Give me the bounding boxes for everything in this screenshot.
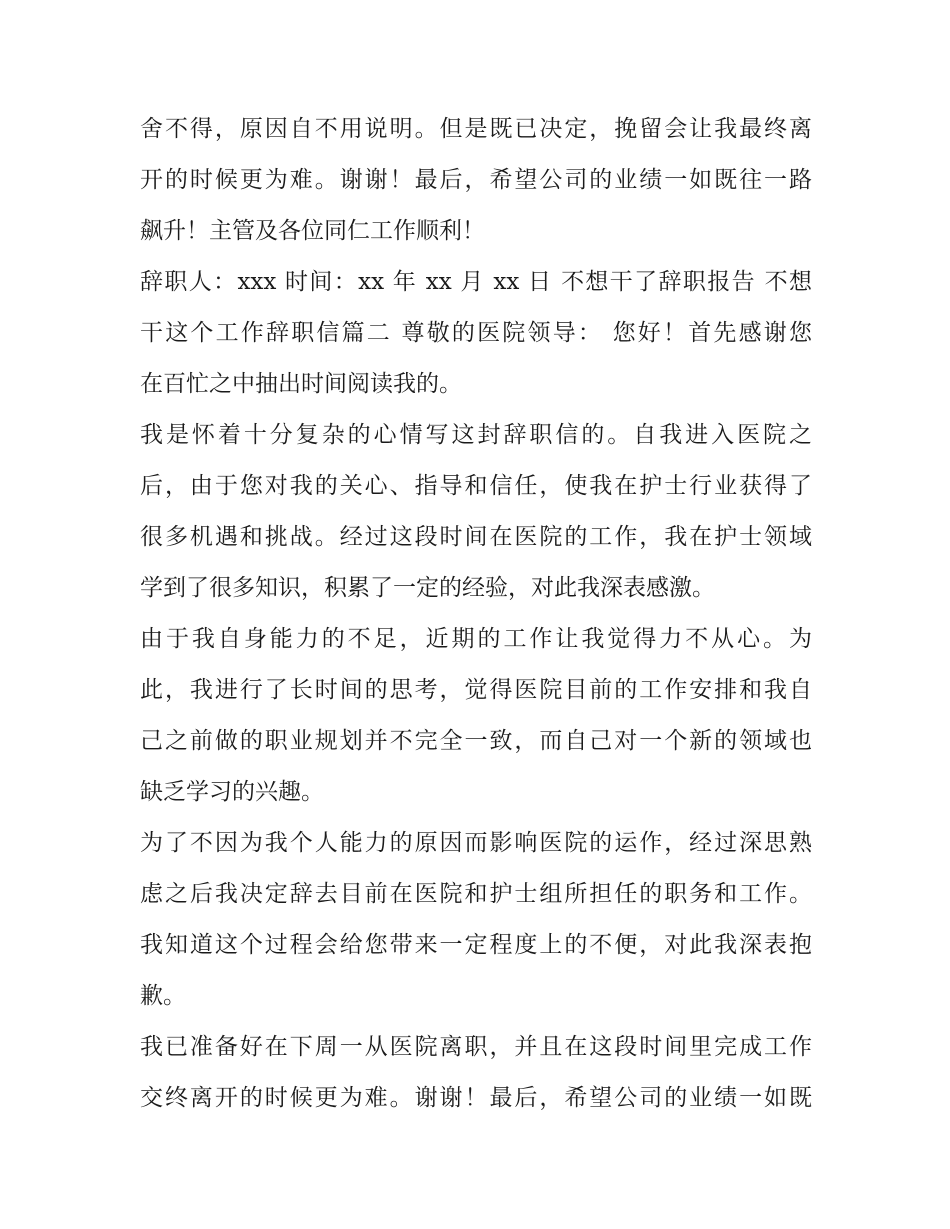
text-line: 在百忙之中抽出时间阅读我的。 xyxy=(140,371,462,397)
text-line: 后，由于您对我的关心、指导和信任，使我在护士行业获得了 xyxy=(140,473,812,499)
text-line: 我是怀着十分复杂的心情写这封辞职信的。自我进入医院之 xyxy=(140,422,812,448)
document-body xyxy=(140,104,812,1124)
text-line: 由于我自身能力的不足，近期的工作让我觉得力不从心。为 xyxy=(140,626,812,652)
text-line: 飙升！主管及各位同仁工作顺利！ xyxy=(140,218,485,244)
text-line: 辞职人：xxx 时间：xx 年 xx 月 xx 日 不想干了辞职报告 不想 xyxy=(140,269,812,295)
text-line: 缺乏学习的兴趣。 xyxy=(140,779,324,805)
text-line: 开的时候更为难。谢谢！最后，希望公司的业绩一如既往一路 xyxy=(140,167,812,193)
text-line: 为了不因为我个人能力的原因而影响医院的运作，经过深思熟 xyxy=(140,830,812,856)
text-line: 交终离开的时候更为难。谢谢！最后，希望公司的业绩一如既 xyxy=(140,1085,812,1111)
text-line: 此，我进行了长时间的思考，觉得医院目前的工作安排和我自 xyxy=(140,677,812,703)
text-line: 虑之后我决定辞去目前在医院和护士组所担任的职务和工作。 xyxy=(140,881,812,907)
text-line: 学到了很多知识，积累了一定的经验，对此我深表感激。 xyxy=(140,575,715,601)
text-line: 很多机遇和挑战。经过这段时间在医院的工作，我在护士领域 xyxy=(140,524,812,550)
text-line: 舍不得，原因自不用说明。但是既已决定，挽留会让我最终离 xyxy=(140,116,812,142)
text-line: 歉。 xyxy=(140,983,186,1009)
text-line: 我已准备好在下周一从医院离职，并且在这段时间里完成工作 xyxy=(140,1034,812,1060)
text-line: 己之前做的职业规划并不完全一致，而自己对一个新的领域也 xyxy=(140,728,812,754)
text-line: 我知道这个过程会给您带来一定程度上的不便，对此我深表抱 xyxy=(140,932,812,958)
text-line: 干这个工作辞职信篇二 尊敬的医院领导： 您好！首先感谢您 xyxy=(140,320,812,346)
